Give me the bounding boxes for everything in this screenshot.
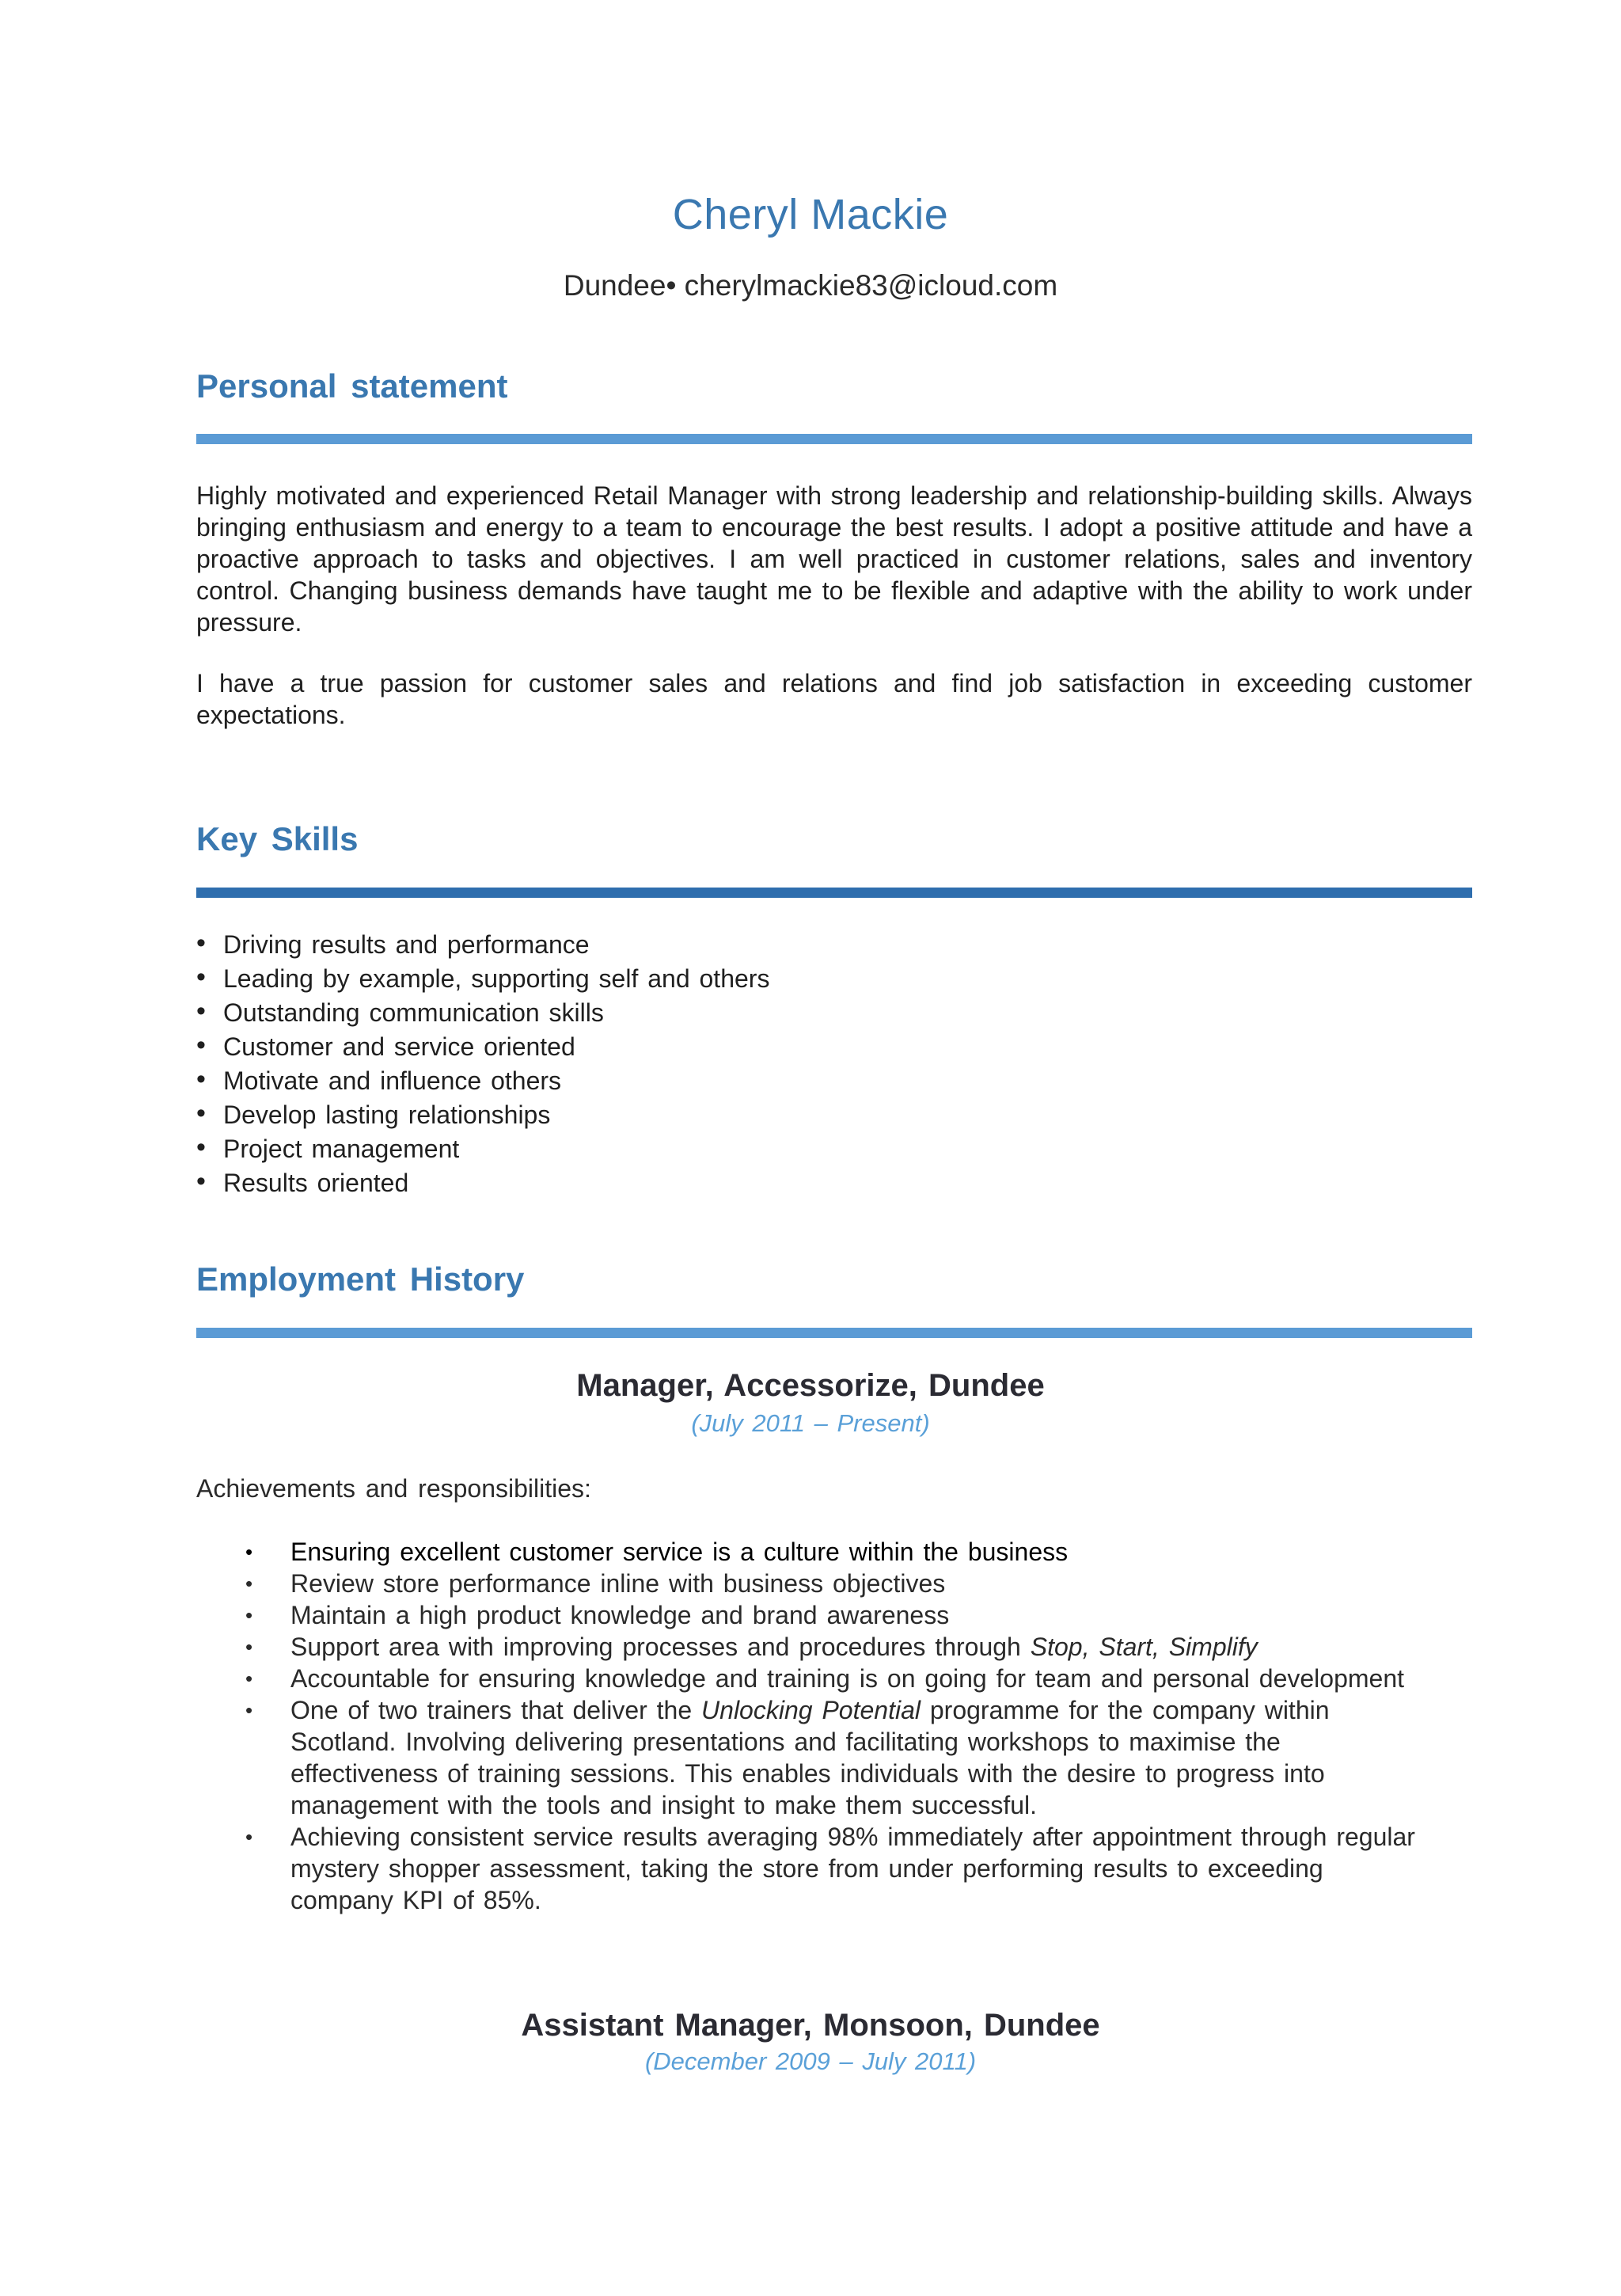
- key-skills-heading: Key Skills: [196, 820, 359, 857]
- duty-emphasis: Unlocking Potential: [701, 1696, 921, 1724]
- skill-item: • Driving results and performance: [196, 928, 769, 962]
- duty-text: Maintain a high product knowledge and brand awareness: [290, 1601, 950, 1629]
- duty-text: Ensuring excellent customer service is a culture within the business: [290, 1538, 1069, 1566]
- duty-text: Support area with improving processes and procedures through: [290, 1633, 1031, 1661]
- duty-text: Review store performance inline with business objectives: [290, 1569, 946, 1598]
- personal-statement-heading: Personal statement: [196, 367, 508, 405]
- achievements-label: Achievements and responsibilities:: [196, 1474, 591, 1503]
- personal-statement-paragraph-2: I have a true passion for customer sales and relations and find job satisfaction in exceeding customer expectations.: [196, 669, 1472, 729]
- skill-item: • Develop lasting relationships: [196, 1098, 769, 1132]
- duty-item: [196, 1694, 1415, 1821]
- skill-item: • Leading by example, supporting self and others: [196, 962, 769, 996]
- duty-item: [196, 1599, 1415, 1631]
- skill-item: • Outstanding communication skills: [196, 996, 769, 1030]
- candidate-name: Cheryl Mackie: [672, 191, 949, 238]
- duty-item: [196, 1568, 1415, 1599]
- job-title: Assistant Manager, Monsoon, Dundee: [521, 2008, 1100, 2043]
- duty-text: programme for the company within Scotland. Involving delivering presentations and facilitating workshops to maximise the effectiveness of training sessions. This enables individuals with the desire to progress into management with the tools and insight to make them successful.: [290, 1696, 1330, 1819]
- duty-text: Accountable for ensuring knowledge and training is on going for team and personal development: [290, 1664, 1404, 1693]
- skill-item: • Motivate and influence others: [196, 1064, 769, 1098]
- duty-text: Achieving consistent service results averaging 98% immediately after appointment through regular mystery shopper assessment, taking the store from under performing results to exceeding company KPI of 85%.: [290, 1823, 1415, 1914]
- duty-item: [196, 1663, 1415, 1694]
- section-divider: [196, 1328, 1472, 1338]
- section-divider: [196, 888, 1472, 898]
- skill-item: • Project management: [196, 1132, 769, 1166]
- duties-list: [196, 1536, 1415, 1916]
- job-dates: (December 2009 – July 2011): [644, 2047, 977, 2075]
- duty-item: [196, 1821, 1415, 1916]
- duty-emphasis: Stop, Start, Simplify: [1030, 1633, 1258, 1661]
- duty-item: [196, 1631, 1415, 1663]
- job-title: Manager, Accessorize, Dundee: [576, 1368, 1045, 1403]
- job-dates: (July 2011 – Present): [691, 1409, 930, 1437]
- skill-item: • Customer and service oriented: [196, 1030, 769, 1064]
- skill-item: • Results oriented: [196, 1166, 769, 1200]
- section-divider: [196, 434, 1472, 444]
- key-skills-list: [196, 928, 769, 1200]
- employment-history-heading: Employment History: [196, 1260, 525, 1298]
- contact-line: Dundee• cherylmackie83@icloud.com: [563, 269, 1058, 302]
- duty-text: One of two trainers that deliver the: [290, 1696, 702, 1724]
- personal-statement-paragraph-1: Highly motivated and experienced Retail Manager with strong leadership and relationship-building skills. Always bringing enthusiasm and energy to a team to encourage the best results. I adopt a positive attitude and have a proactive approach to tasks and objectives. I am well practiced in customer relations, sales and inventory control. Changing business demands have taught me to be flexible and adaptive with the ability to work under pressure.: [196, 481, 1472, 637]
- duty-item: [196, 1536, 1415, 1568]
